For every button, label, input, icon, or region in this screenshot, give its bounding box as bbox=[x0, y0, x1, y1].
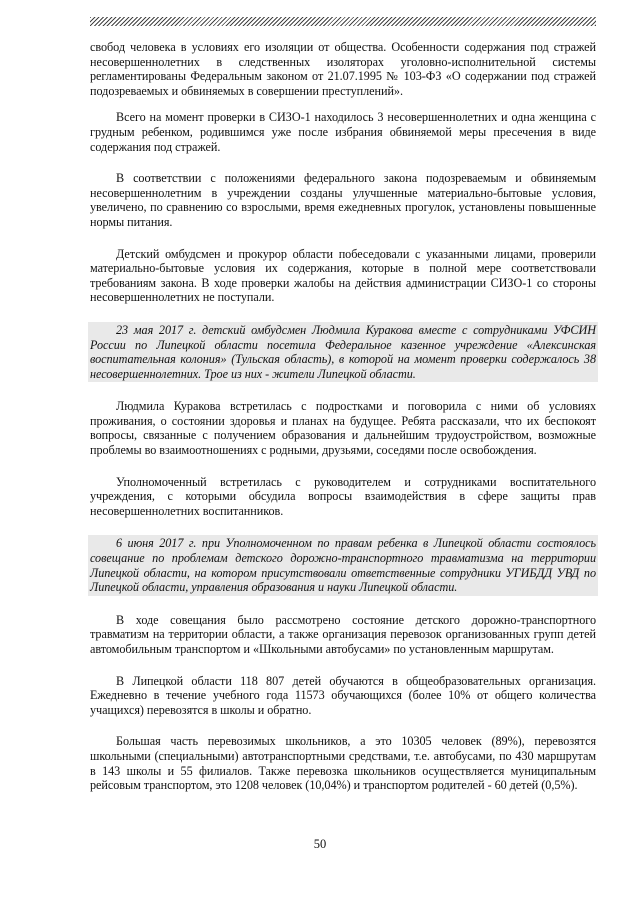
paragraph-meeting-topics: В ходе совещания было рассмотрено состояние детского дорожно-транспортного травматизм на территории области, а также организация перевозок организованных групп детей автомобильным транспортом и «Школьными автобусами» по установленным маршрутам. bbox=[90, 612, 596, 656]
paragraph-continuation: свобод человека в условиях его изоляции от общества. Особенности содержания под стражей несовершеннолетних в следственных изоляторах уголовно-исполнительной системы регламентированы Федеральным законом от 21.07.1995 № 103-ФЗ «О содержании под стражей подозреваемых и обвиняемых в совершении преступлений». bbox=[90, 40, 596, 98]
header-hatch-bar bbox=[90, 17, 596, 26]
paragraph-student-transport-stats: В Липецкой области 118 807 детей обучаются в общеобразовательных организация. Ежедневно в течение учебного года 11573 обучающихся (более 10% от общего количества учащихся) перевозятся в школы и обратно. bbox=[90, 673, 596, 717]
paragraph-highlight-traffic-meeting: 6 июня 2017 г. при Уполномоченном по правам ребенка в Липецкой области состоялось совещание по проблемам детского дорожно-транспортного травматизма на территории Липецкой области, на котором присутствовали ответственные сотрудники УГИБДД УВД по Липецкой области, управления образования и науки Липецкой области. bbox=[90, 536, 596, 595]
document-body bbox=[90, 40, 596, 810]
paragraph-living-conditions: В соответствии с положениями федерального закона подозреваемым и обвиняемым несовершеннолетним в учреждении созданы улучшенные материально-бытовые условия, увеличено, по сравнению со взрослыми, время ежедневных прогулок, установлены повышенные нормы питания. bbox=[90, 171, 596, 229]
paragraph-teen-meeting: Людмила Куракова встретилась с подростками и поговорила с ними об условиях проживания, о состоянии здоровья и планах на будущее. Ребята рассказали, что их беспокоят вопросы, связанные с получением образования и дальнейшим трудоустройством, возможные проблемы во взаимоотношениях с родными, друзьями, соседями после освобождения. bbox=[90, 399, 596, 458]
paragraph-staff-meeting: Уполномоченный встретилась с руководителем и сотрудниками воспитательного учреждения, с которыми обсудила вопросы взаимодействия в сфере защиты прав несовершеннолетних воспитанников. bbox=[90, 474, 596, 518]
paragraph-ombudsman-conversation: Детский омбудсмен и прокурор области побеседовали с указанными лицами, проверили материально-бытовые условия их содержания, которые в полной мере соответствовали требованиям закона. В ходе проверки жалобы на действия администрации СИЗО-1 со стороны несовершеннолетних не поступали. bbox=[90, 246, 596, 305]
paragraph-sizo-inspection: Всего на момент проверки в СИЗО-1 находилось 3 несовершеннолетних и одна женщина с грудным ребенком, родившимся уже после избрания обвиняемой меры пресечения в виде содержания под стражей. bbox=[90, 110, 596, 154]
paragraph-school-bus-stats: Большая часть перевозимых школьников, а это 10305 человек (89%), перевозятся школьными (специальными) автотранспортными средствами, т.е. автобусами, по 430 маршрутам в 143 школы и 55 филиалов. Также перевозка школьников осуществляется муниципальным рейсовым транспортом, это 1208 человек (10,04%) и транспортом родителей - 60 детей (0,5%). bbox=[90, 734, 596, 793]
page-number: 50 bbox=[313, 837, 327, 851]
paragraph-highlight-colony-visit: 23 мая 2017 г. детский омбудсмен Людмила Куракова вместе с сотрудниками УФСИН России по Липецкой области посетила Федеральное казенное учреждение «Алексинская воспитательная колония» (Тульская область), в которой на момент проверки содержалось 38 несовершеннолетних. Трое из них - жители Липецкой области. bbox=[90, 322, 596, 381]
